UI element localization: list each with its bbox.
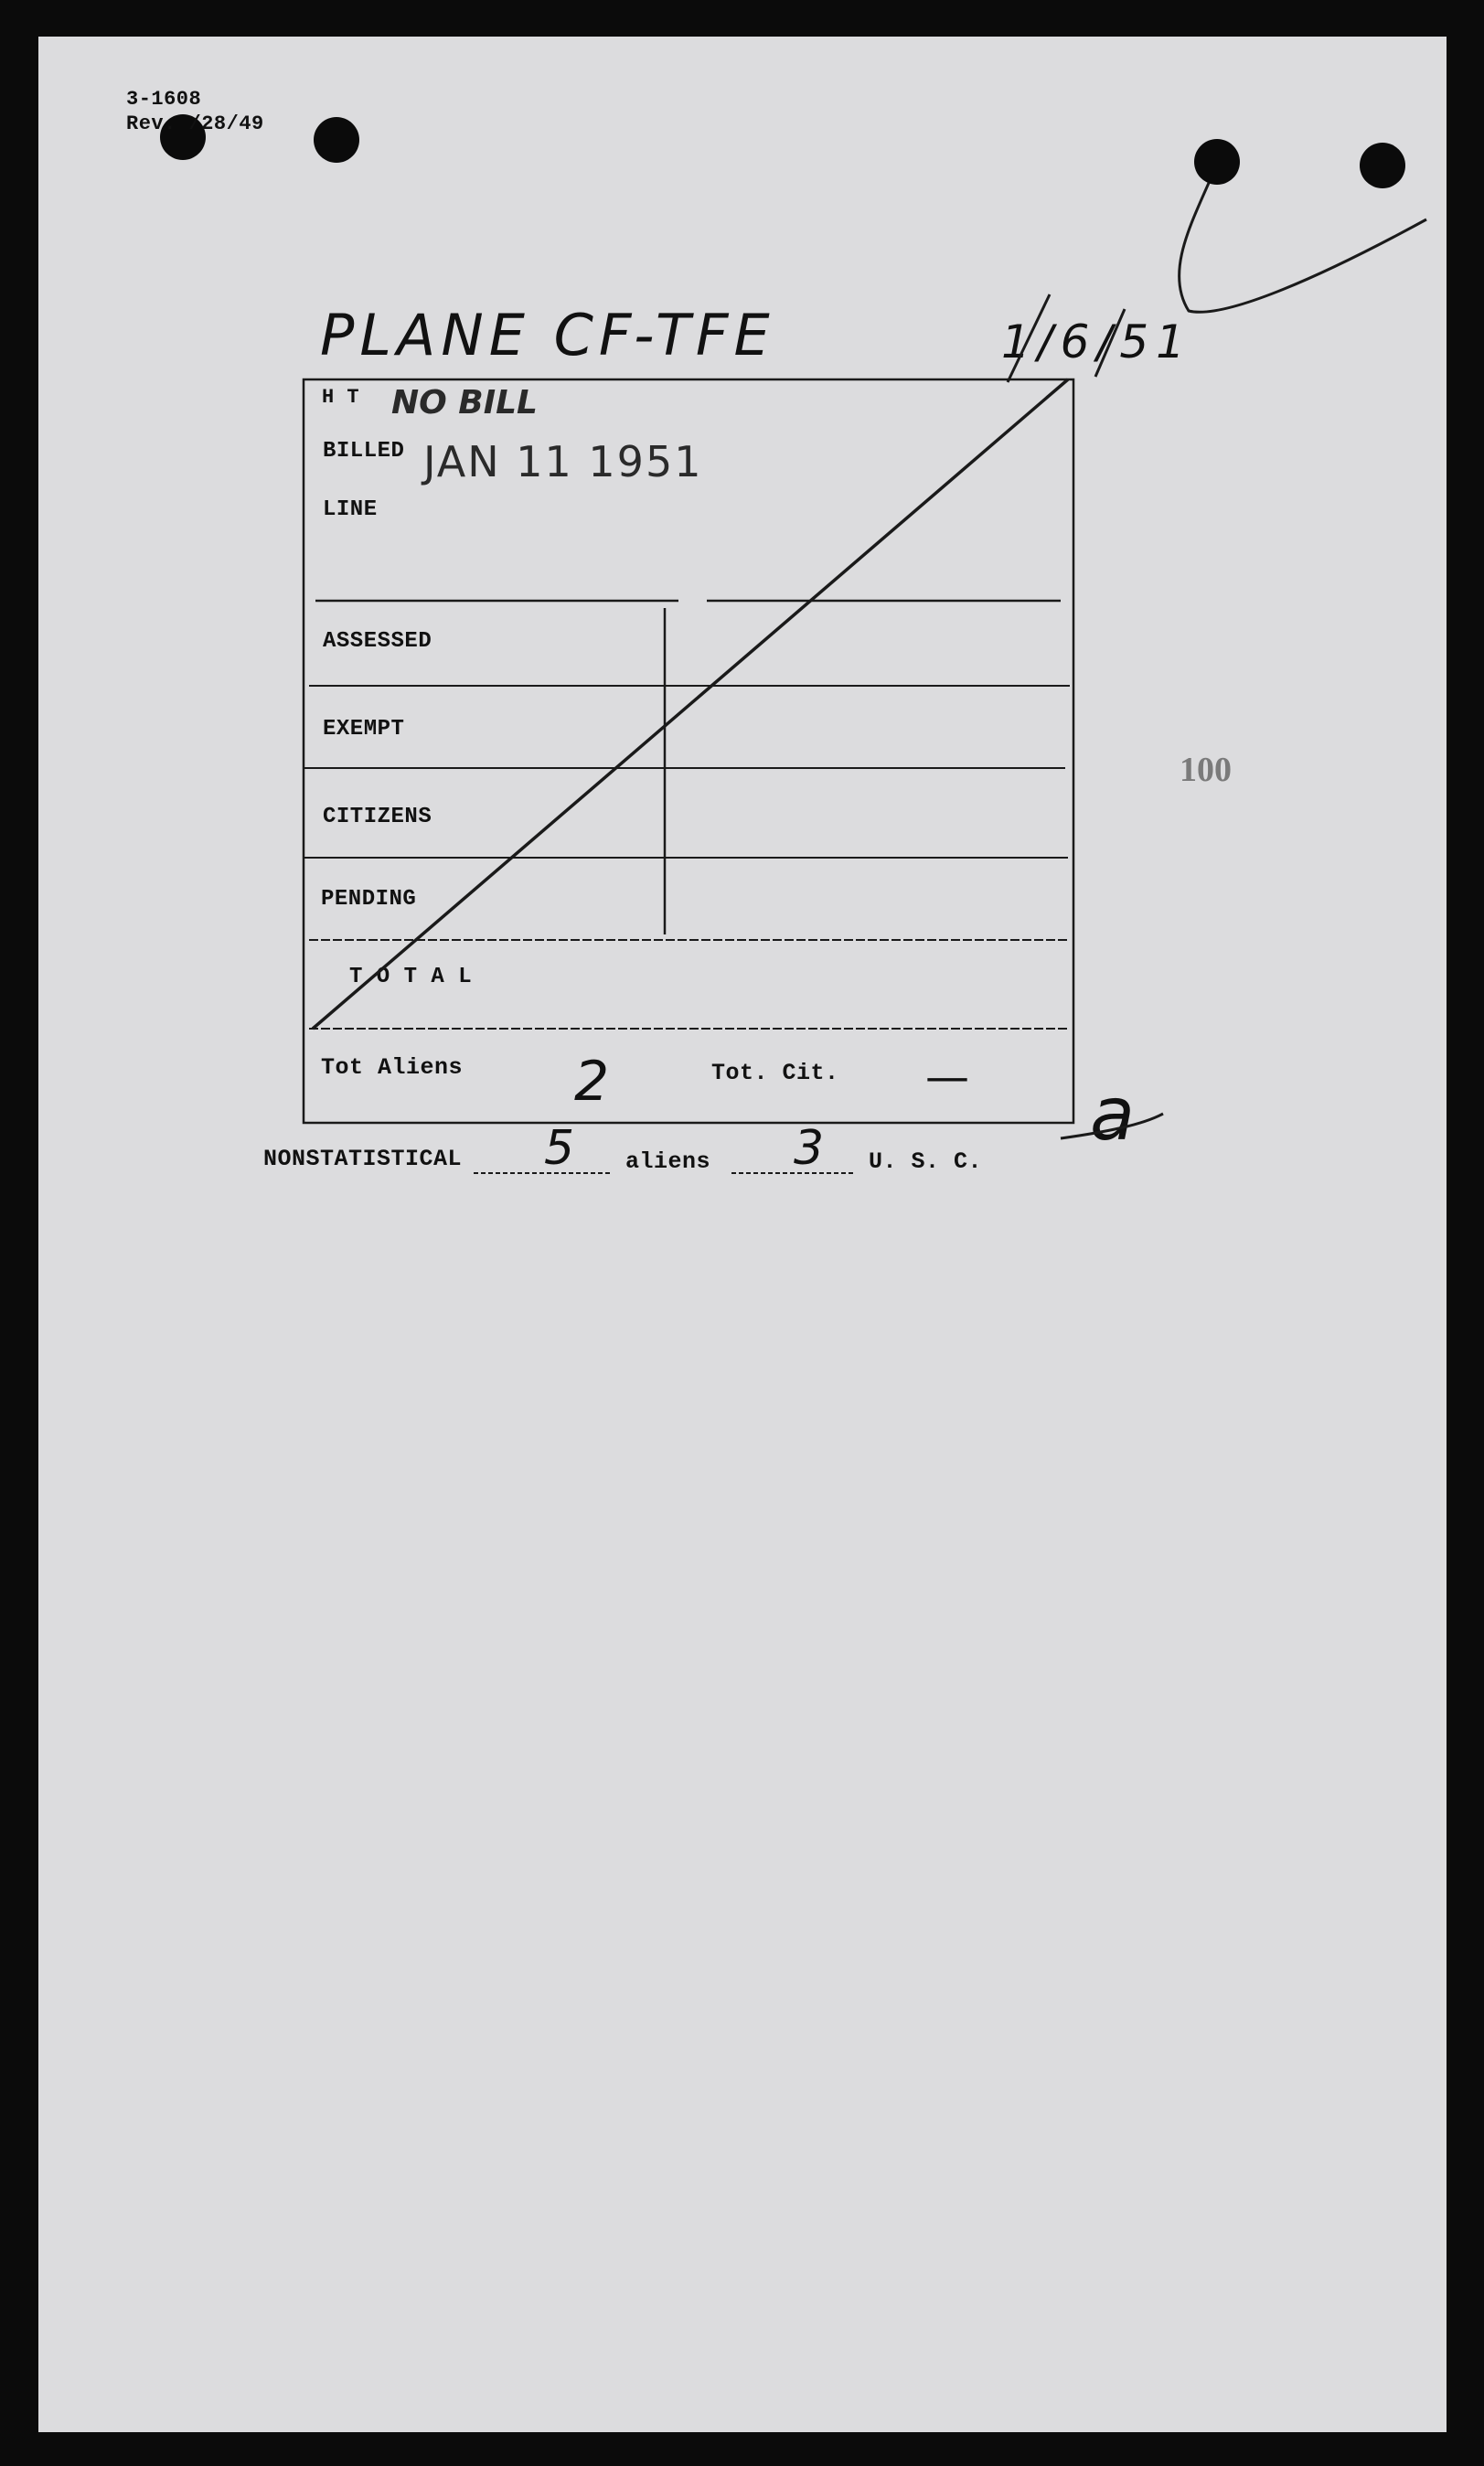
nonstat-usc-label: U. S. C. [869, 1148, 983, 1175]
nonstat-aliens-label: aliens [625, 1148, 711, 1175]
nonstatistical-label: NONSTATISTICAL [263, 1146, 463, 1172]
row-label-exempt: EXEMPT [323, 717, 405, 742]
plane-label: PLANE CF-TFE [320, 302, 775, 368]
date-handwritten: 1/6/51 [1001, 315, 1192, 368]
tot-aliens-value: 2 [574, 1050, 610, 1114]
ht-label: H T [322, 386, 360, 409]
total-label: T O T A L [349, 965, 473, 989]
tot-cit-value: — [925, 1052, 969, 1103]
no-bill-stamp: NO BILL [391, 384, 538, 422]
form-revision: Rev. /28/49 [126, 112, 264, 135]
billed-date-stamp: JAN 11 1951 [423, 437, 703, 486]
handwritten-initial: a [1090, 1072, 1136, 1157]
tot-cit-label: Tot. Cit. [711, 1060, 839, 1086]
line-label: LINE [323, 497, 378, 522]
nonstat-usc-value: 3 [794, 1121, 825, 1176]
tot-aliens-label: Tot Aliens [321, 1054, 464, 1081]
nonstat-aliens-value: 5 [544, 1121, 575, 1176]
row-label-assessed: ASSESSED [323, 629, 432, 654]
side-number: 100 [1180, 751, 1232, 789]
row-label-citizens: CITIZENS [323, 805, 432, 829]
billed-label: BILLED [323, 439, 405, 464]
form-number: 3-1608 [126, 88, 202, 111]
row-label-pending: PENDING [321, 887, 417, 912]
